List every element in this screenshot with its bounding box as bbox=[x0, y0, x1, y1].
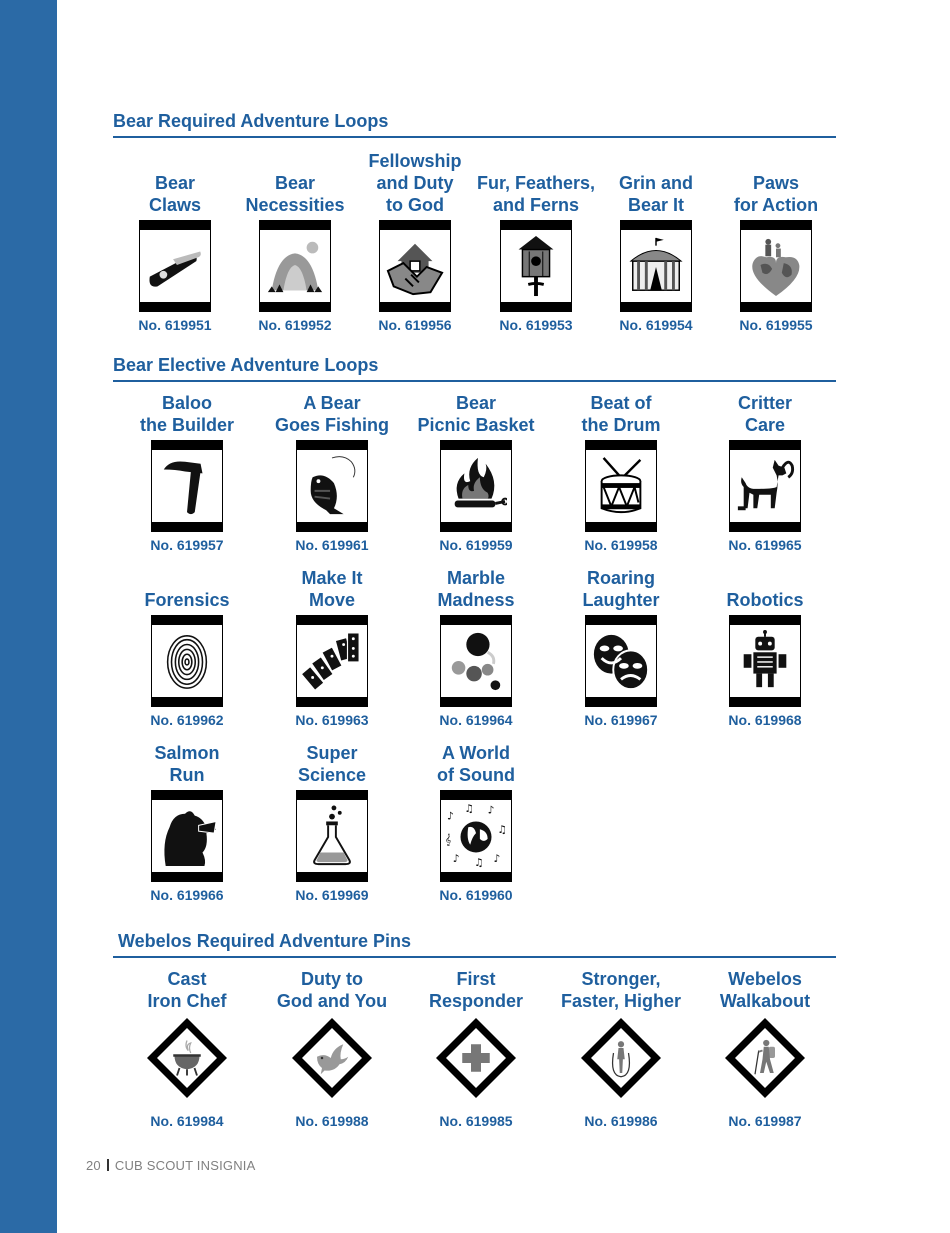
bear-elective-item bbox=[257, 523, 407, 728]
svg-text:♪: ♪ bbox=[487, 803, 495, 817]
adventure-title: Bear Necessities bbox=[245, 173, 345, 215]
catalog-number: No. 619965 bbox=[728, 537, 802, 553]
adventure-title: Fellowship and Duty to God bbox=[368, 151, 462, 215]
section-heading-webelos-required: Webelos Required Adventure Pins bbox=[113, 930, 836, 958]
catalog-number: No. 619961 bbox=[295, 537, 369, 553]
bear-elective-item bbox=[257, 348, 407, 553]
webelos-required-item bbox=[401, 924, 551, 1129]
page-number: 20 bbox=[86, 1158, 101, 1173]
flask-icon bbox=[301, 803, 363, 869]
fire-pan-icon bbox=[445, 453, 507, 519]
adventure-loop-badge bbox=[296, 440, 368, 532]
adventure-title: Salmon Run bbox=[154, 743, 220, 785]
bear-eating-fish-icon bbox=[156, 803, 218, 869]
robot-icon bbox=[734, 628, 796, 694]
adventure-pin-badge bbox=[434, 1016, 518, 1100]
adventure-loop-badge bbox=[729, 440, 801, 532]
webelos-required-item bbox=[257, 924, 407, 1129]
catalog-number: No. 619984 bbox=[150, 1113, 224, 1129]
catalog-number: No. 619952 bbox=[258, 317, 332, 333]
section-heading-bear-required: Bear Required Adventure Loops bbox=[113, 110, 836, 138]
circus-tent-icon bbox=[625, 233, 687, 299]
adventure-loop-badge bbox=[585, 615, 657, 707]
adventure-loop-badge bbox=[440, 615, 512, 707]
catalog-number: No. 619986 bbox=[584, 1113, 658, 1129]
adventure-loop-badge bbox=[440, 440, 512, 532]
bear-required-item bbox=[701, 128, 851, 333]
fingerprint-icon bbox=[156, 628, 218, 694]
adventure-title: Cast Iron Chef bbox=[147, 969, 227, 1011]
catalog-number: No. 619964 bbox=[439, 712, 513, 728]
catalog-number: No. 619963 bbox=[295, 712, 369, 728]
adventure-title: Webelos Walkabout bbox=[719, 969, 811, 1011]
webelos-required-item bbox=[546, 924, 696, 1129]
catalog-number: No. 619958 bbox=[584, 537, 658, 553]
adventure-title: Bear Picnic Basket bbox=[417, 393, 535, 435]
adventure-title: Make It Move bbox=[301, 568, 363, 610]
house-handshake-icon bbox=[384, 233, 446, 299]
webelos-required-item bbox=[690, 924, 840, 1129]
adventure-loop-badge bbox=[296, 615, 368, 707]
catalog-number: No. 619962 bbox=[150, 712, 224, 728]
marbles-icon bbox=[445, 628, 507, 694]
adventure-pin-badge bbox=[145, 1016, 229, 1100]
adventure-title: Marble Madness bbox=[437, 568, 515, 610]
adventure-title: Super Science bbox=[297, 743, 367, 785]
catalog-number: No. 619988 bbox=[295, 1113, 369, 1129]
catalog-number: No. 619987 bbox=[728, 1113, 802, 1129]
adventure-loop-badge bbox=[620, 220, 692, 312]
adventure-title: Stronger, Faster, Higher bbox=[560, 969, 682, 1011]
bear-elective-item bbox=[546, 348, 696, 553]
catalog-number: No. 619969 bbox=[295, 887, 369, 903]
footer-divider bbox=[107, 1159, 109, 1171]
adventure-loop-badge bbox=[729, 615, 801, 707]
catalog-number: No. 619968 bbox=[728, 712, 802, 728]
drum-icon bbox=[590, 453, 652, 519]
catalog-number: No. 619955 bbox=[739, 317, 813, 333]
svg-text:𝄞: 𝄞 bbox=[445, 832, 452, 846]
svg-text:♫: ♫ bbox=[464, 803, 474, 815]
svg-text:♪: ♪ bbox=[452, 852, 460, 866]
adventure-title: Fur, Feathers, and Ferns bbox=[476, 173, 596, 215]
bear-elective-item bbox=[112, 348, 262, 553]
bear-elective-item bbox=[112, 523, 262, 728]
bear-elective-item bbox=[690, 523, 840, 728]
svg-text:♫: ♫ bbox=[474, 856, 484, 869]
pocketknife-icon bbox=[144, 233, 206, 299]
catalog-number: No. 619985 bbox=[439, 1113, 513, 1129]
section-heading-bear-elective: Bear Elective Adventure Loops bbox=[113, 354, 836, 382]
heart-earth-icon bbox=[745, 233, 807, 299]
bear-elective-item bbox=[257, 698, 407, 903]
adventure-loop-badge bbox=[740, 220, 812, 312]
hammer-icon bbox=[156, 453, 218, 519]
adventure-loop-badge bbox=[151, 790, 223, 882]
bear-elective-item bbox=[401, 348, 551, 553]
catalog-number: No. 619956 bbox=[378, 317, 452, 333]
page-footer bbox=[86, 1158, 255, 1173]
adventure-title: Bear Claws bbox=[148, 173, 202, 215]
dominoes-icon bbox=[301, 628, 363, 694]
tent-icon bbox=[264, 233, 326, 299]
adventure-pin-badge bbox=[723, 1016, 807, 1100]
adventure-title: Baloo the Builder bbox=[139, 393, 234, 435]
bear-elective-item bbox=[401, 523, 551, 728]
fish-icon bbox=[301, 453, 363, 519]
catalog-number: No. 619953 bbox=[499, 317, 573, 333]
globe-music-icon bbox=[445, 803, 507, 869]
adventure-loop-badge bbox=[151, 615, 223, 707]
bear-elective-item bbox=[401, 698, 551, 903]
catalog-number: No. 619960 bbox=[439, 887, 513, 903]
bear-elective-item bbox=[112, 698, 262, 903]
theater-masks-icon bbox=[590, 628, 652, 694]
adventure-title: First Responder bbox=[428, 969, 524, 1011]
dog-icon bbox=[734, 453, 796, 519]
adventure-pin-badge bbox=[579, 1016, 663, 1100]
adventure-title: A Bear Goes Fishing bbox=[274, 393, 389, 435]
adventure-pin-badge bbox=[290, 1016, 374, 1100]
adventure-loop-badge bbox=[500, 220, 572, 312]
catalog-number: No. 619957 bbox=[150, 537, 224, 553]
svg-text:♪: ♪ bbox=[493, 852, 501, 866]
catalog-number: No. 619967 bbox=[584, 712, 658, 728]
adventure-title: Critter Care bbox=[737, 393, 792, 435]
birdhouse-icon bbox=[505, 233, 567, 299]
adventure-title: Grin and Bear It bbox=[618, 173, 693, 215]
adventure-loop-badge bbox=[151, 440, 223, 532]
footer-title: CUB SCOUT INSIGNIA bbox=[114, 1158, 256, 1173]
page-sidebar bbox=[0, 0, 57, 1233]
adventure-loop-badge bbox=[585, 440, 657, 532]
svg-text:♫: ♫ bbox=[497, 823, 507, 837]
bear-elective-item bbox=[546, 523, 696, 728]
adventure-loop-badge bbox=[296, 790, 368, 882]
adventure-title: Beat of the Drum bbox=[581, 393, 661, 435]
adventure-title: Roaring Laughter bbox=[582, 568, 660, 610]
adventure-title: Duty to God and You bbox=[276, 969, 388, 1011]
catalog-number: No. 619951 bbox=[138, 317, 212, 333]
adventure-title: Paws for Action bbox=[733, 173, 819, 215]
adventure-title: Robotics bbox=[726, 590, 804, 610]
adventure-loop-badge bbox=[259, 220, 331, 312]
webelos-required-item bbox=[112, 924, 262, 1129]
adventure-title: Forensics bbox=[144, 590, 230, 610]
adventure-loop-badge bbox=[379, 220, 451, 312]
adventure-loop-badge bbox=[139, 220, 211, 312]
catalog-number: No. 619966 bbox=[150, 887, 224, 903]
adventure-title: A World of Sound bbox=[437, 743, 515, 785]
bear-elective-item bbox=[690, 348, 840, 553]
catalog-number: No. 619959 bbox=[439, 537, 513, 553]
adventure-loop-badge bbox=[440, 790, 512, 882]
catalog-number: No. 619954 bbox=[619, 317, 693, 333]
svg-text:♪: ♪ bbox=[446, 809, 454, 823]
